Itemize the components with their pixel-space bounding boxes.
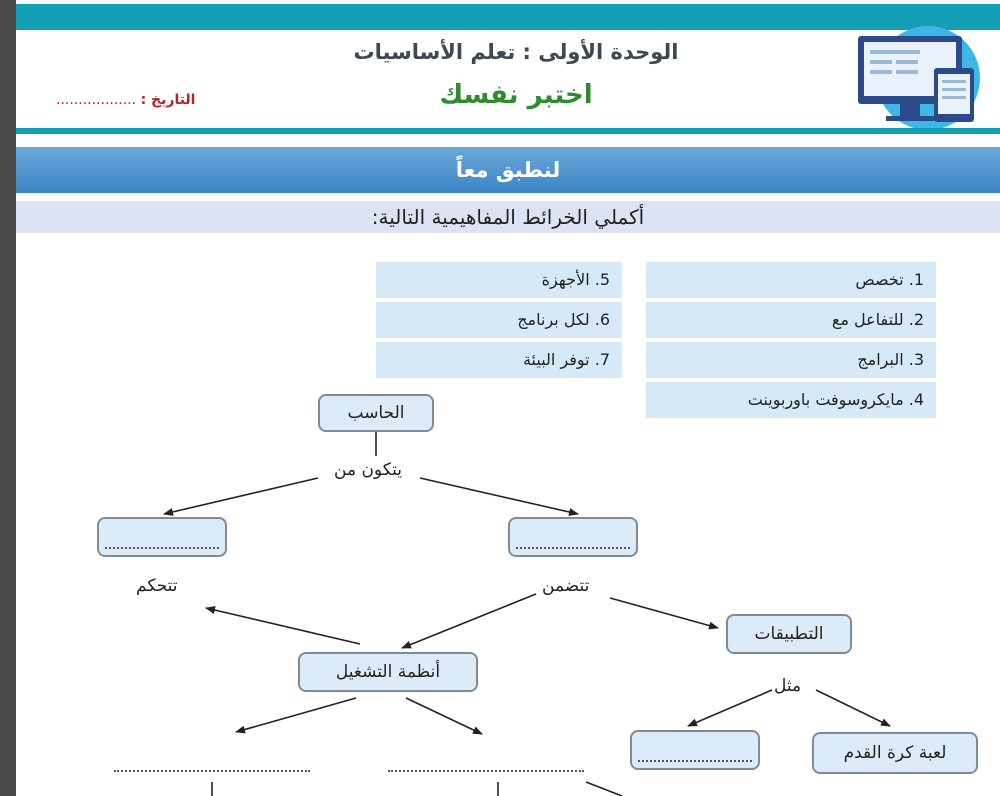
date-label: التاريخ : <box>140 92 196 108</box>
blank-line-left[interactable] <box>114 770 310 772</box>
banner-text: لنطبق معاً <box>455 158 561 182</box>
word-bank-item: 5. الأجهزة <box>376 262 622 298</box>
unit-title: الوحدة الأولى : تعلم الأساسيات <box>353 40 679 64</box>
blank-node-right[interactable] <box>508 517 638 557</box>
word-bank-item: 7. توفر البيئة <box>376 342 622 378</box>
blank-node-left[interactable] <box>97 517 227 557</box>
blank-node-example[interactable] <box>630 730 760 770</box>
word-bank-item: 4. مايكروسوفت باوربوينت <box>646 382 936 418</box>
link-example: مثل <box>774 676 802 696</box>
node-computer: الحاسب <box>318 394 434 432</box>
node-applications: التطبيقات <box>726 614 852 654</box>
word-bank-item: 6. لكل برنامج <box>376 302 622 338</box>
date-blank: .................. <box>56 92 137 108</box>
link-consists-of: يتكون من <box>334 460 402 480</box>
blank-line-right[interactable] <box>388 770 584 772</box>
word-bank-item: 2. للتفاعل مع <box>646 302 936 338</box>
worksheet-page <box>16 0 1000 796</box>
test-yourself-title: اختبر نفسك <box>439 80 593 110</box>
node-operating-systems: أنظمة التشغيل <box>298 652 478 692</box>
link-includes: تتضمن <box>542 576 590 596</box>
link-controls: تتحكم <box>136 576 178 596</box>
word-bank-item: 1. تخصص <box>646 262 936 298</box>
word-bank-item: 3. البرامج <box>646 342 936 378</box>
node-football-game: لعبة كرة القدم <box>812 732 978 774</box>
instruction-text: أكملي الخرائط المفاهيمية التالية: <box>371 205 645 229</box>
concept-map-arrows <box>16 0 1000 796</box>
